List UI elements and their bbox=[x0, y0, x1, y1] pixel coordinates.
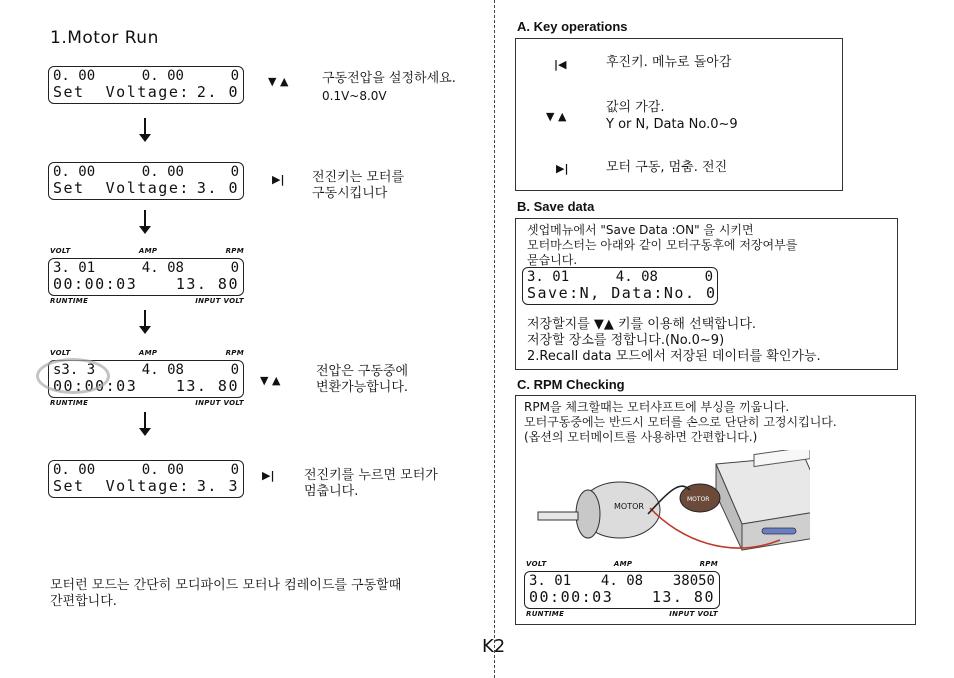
down-arrow-icon bbox=[144, 412, 146, 430]
lcd-display-step3 bbox=[48, 258, 244, 296]
lcd-top-labels bbox=[50, 349, 244, 357]
down-arrow-icon bbox=[144, 310, 146, 328]
volt-label: VOLT bbox=[526, 560, 547, 568]
lcd-value: Set Voltage: bbox=[53, 83, 190, 101]
lcd-value: 2. 0 bbox=[196, 83, 239, 101]
rpm-label: RPM bbox=[699, 560, 718, 568]
lcd-display-rpm bbox=[524, 571, 720, 609]
motor-label: MOTOR bbox=[614, 502, 644, 511]
lcd-value: 4. 08 bbox=[615, 269, 658, 285]
lcd-value: 0. 00 bbox=[141, 164, 184, 180]
forward-icon: ▶| bbox=[556, 162, 569, 175]
volt-label: VOLT bbox=[50, 247, 71, 255]
save-data-after: 저장할지를 ▼▲ 키를 이용해 선택합니다. 저장할 장소를 정합니다.(No.0~9) 2.Recall data 모드에서 저장된 데이터를 확인가능. bbox=[527, 317, 821, 364]
footer-note: 모터런 모드는 간단히 모디파이드 모터나 컴레이드를 구동할때 간편합니다. bbox=[50, 578, 402, 609]
lcd-value: 3. 01 bbox=[53, 260, 96, 276]
runtime-label: RUNTIME bbox=[526, 610, 565, 618]
lcd-top-labels bbox=[50, 247, 244, 255]
lcd-value: 3. 01 bbox=[529, 573, 572, 589]
lcd-value: 0 bbox=[230, 68, 239, 84]
key-forward-desc: 모터 구동, 멈춤. 전진 bbox=[606, 160, 728, 175]
step5-note: 전진키를 누르면 모터가 멈춥니다. bbox=[304, 468, 438, 499]
lcd-value: 13. 80 bbox=[651, 588, 715, 606]
down-arrow-icon bbox=[144, 118, 146, 136]
lcd-value: 00:00:03 bbox=[53, 377, 138, 395]
motor-illustration bbox=[530, 450, 810, 560]
amp-label: AMP bbox=[138, 349, 158, 357]
lcd-bottom-labels bbox=[50, 297, 244, 305]
volt-label: VOLT bbox=[50, 349, 71, 357]
back-icon: |◀ bbox=[554, 58, 567, 71]
rpm-text: RPM을 체크할때는 모터샤프트에 부싱을 끼웁니다. 모터구동중에는 반드시 모터를 손으로 단단히 고정시킵니다. (옵션의 모터메이트를 사용하면 간편합니다.) bbox=[524, 400, 837, 444]
rpm-checking-box bbox=[515, 395, 916, 625]
lcd-value: 0 bbox=[230, 260, 239, 276]
lcd-value: 4. 08 bbox=[600, 573, 644, 589]
lcd-display-save bbox=[522, 267, 718, 305]
motor-shaft bbox=[538, 512, 578, 520]
mounted-motor-label: MOTOR bbox=[687, 496, 710, 503]
key-updown-desc: 값의 가감. bbox=[606, 100, 665, 115]
lcd-bottom-labels bbox=[50, 399, 244, 407]
highlight-scribble bbox=[36, 358, 110, 394]
lcd-value: 0 bbox=[230, 362, 239, 378]
motor-endcap bbox=[576, 490, 600, 538]
page-number: K2 bbox=[482, 636, 506, 657]
lcd-value: 3. 3 bbox=[196, 477, 239, 495]
save-data-text: 셋업메뉴에서 "Save Data :ON" 을 시키면 모터마스터는 아래와 같이 모터구동후에 저장여부를 묻습니다. bbox=[527, 223, 798, 267]
up-down-icon: ▼ ▲ bbox=[546, 110, 567, 123]
lcd-bottom-labels bbox=[526, 610, 718, 618]
lcd-value: 0 bbox=[230, 164, 239, 180]
lcd-value: 38050 bbox=[672, 573, 715, 589]
lcd-value: 0. 00 bbox=[141, 462, 184, 478]
lcd-value: 0. 00 bbox=[53, 164, 96, 180]
lcd-display-step5 bbox=[48, 460, 244, 498]
lcd-value: 0 bbox=[704, 269, 713, 285]
section-c-title: C. RPM Checking bbox=[517, 377, 625, 392]
lcd-value: 13. 80 bbox=[175, 275, 239, 293]
key-operations-box bbox=[515, 38, 843, 191]
runtime-label: RUNTIME bbox=[50, 297, 89, 305]
lcd-value: Set Voltage: bbox=[53, 179, 190, 197]
lcd-value: 00:00:03 bbox=[53, 275, 138, 293]
lcd-value: s3. 3 bbox=[53, 362, 96, 378]
amp-label: AMP bbox=[138, 247, 158, 255]
step1-note: 구동전압을 설정하세요. bbox=[322, 71, 456, 86]
lcd-value: 0. 00 bbox=[141, 68, 184, 84]
step2-note: 전진키는 모터를 구동시킵니다 bbox=[312, 170, 405, 201]
runtime-label: RUNTIME bbox=[50, 399, 89, 407]
step4-note: 전압은 구동중에 변환가능합니다. bbox=[316, 364, 409, 395]
up-down-icon: ▼ ▲ bbox=[268, 75, 289, 88]
save-data-box bbox=[515, 218, 898, 370]
forward-icon: ▶| bbox=[262, 469, 275, 482]
input-volt-label: INPUT VOLT bbox=[195, 297, 244, 305]
step1-subnote: 0.1V~8.0V bbox=[322, 89, 387, 103]
lcd-value: 13. 80 bbox=[175, 377, 239, 395]
section-b-title: B. Save data bbox=[517, 199, 595, 214]
up-down-icon: ▼ ▲ bbox=[260, 374, 281, 387]
lcd-value: 4. 08 bbox=[141, 260, 184, 276]
lcd-value: 4. 08 bbox=[141, 362, 184, 378]
down-arrow-icon bbox=[144, 210, 146, 228]
motormate-buttons bbox=[762, 528, 796, 534]
key-back-desc: 후진키. 메뉴로 돌아감 bbox=[606, 55, 732, 70]
lcd-value: 00:00:03 bbox=[529, 588, 614, 606]
forward-icon: ▶| bbox=[272, 173, 285, 186]
lcd-value: 0. 00 bbox=[53, 462, 96, 478]
lcd-display-step1 bbox=[48, 66, 244, 104]
lcd-value: 0 bbox=[230, 462, 239, 478]
section-a-title: A. Key operations bbox=[517, 19, 628, 34]
rpm-label: RPM bbox=[225, 349, 244, 357]
lcd-top-labels bbox=[526, 560, 718, 568]
key-updown-desc2: Y or N, Data No.0~9 bbox=[606, 117, 738, 132]
amp-label: AMP bbox=[613, 560, 633, 568]
lcd-value: 3. 0 bbox=[196, 179, 239, 197]
lcd-value: 0. 00 bbox=[53, 68, 96, 84]
rpm-label: RPM bbox=[225, 247, 244, 255]
page-divider bbox=[494, 0, 495, 678]
lcd-value: Save:N, Data:No. 0 bbox=[527, 284, 717, 302]
lcd-value: 3. 01 bbox=[527, 269, 570, 285]
input-volt-label: INPUT VOLT bbox=[669, 610, 718, 618]
input-volt-label: INPUT VOLT bbox=[195, 399, 244, 407]
lcd-display-step2 bbox=[48, 162, 244, 200]
page-title: 1.Motor Run bbox=[50, 28, 159, 48]
lcd-value: Set Voltage: bbox=[53, 477, 190, 495]
